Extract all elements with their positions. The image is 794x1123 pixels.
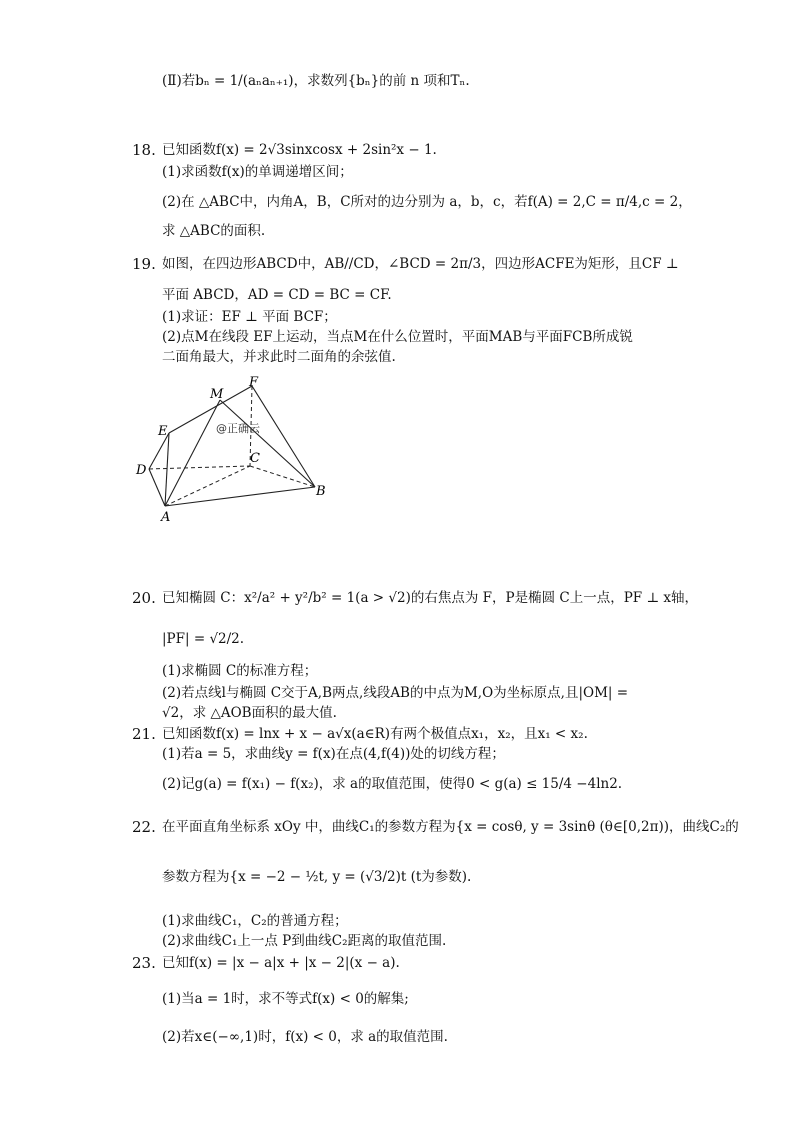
edge-DC (149, 466, 250, 469)
q22-stem-1: 在平面直角坐标系 xOy 中，曲线C₁的参数方程为{x = cosθ, y = 3sinθ (θ∈[0,2π))，曲线C₂的 (162, 819, 739, 835)
q19-number: 19. (132, 255, 156, 273)
q19-geometry-figure (130, 376, 340, 526)
q23-part2: (2)若x∈(−∞,1)时，f(x) < 0，求 a的取值范围. (162, 1029, 448, 1045)
label-M: M (210, 387, 224, 402)
q17-part2: (Ⅱ)若bₙ = 1/(aₙaₙ₊₁)，求数列{bₙ}的前 n 项和Tₙ. (162, 73, 470, 89)
q19-part2a: (2)点M在线段 EF上运动，当点M在什么位置时，平面MAB与平面FCB所成锐 (162, 329, 633, 345)
edge-EA (165, 433, 169, 506)
q20-stem-1: 已知椭圆 C：x²/a² + y²/b² = 1(a > √2)的右焦点为 F，P是椭圆 C上一点，PF ⊥ x轴， (162, 590, 699, 606)
q20-part1: (1)求椭圆 C的标准方程； (162, 663, 318, 679)
q18-part2b: 求 △ABC的面积. (162, 223, 266, 239)
q21-part1: (1)若a = 5，求曲线y = f(x)在点(4,f(4))处的切线方程； (162, 746, 505, 762)
q21-part2: (2)记g(a) = f(x₁) − f(x₂)，求 a的取值范围，使得0 < g(a) ≤ 15/4 −4ln2. (162, 776, 623, 792)
q20-part2b: √2，求 △AOB面积的最大值. (162, 705, 337, 721)
q19-stem-2: 平面 ABCD，AD = CD = BC = CF. (162, 287, 392, 303)
edge-FB (252, 386, 315, 487)
edge-DA (149, 469, 165, 506)
q18-number: 18. (132, 141, 156, 159)
q20-number: 20. (132, 589, 156, 607)
q21-stem: 已知函数f(x) = lnx + x − a√x(a∈R)有两个极值点x₁，x₂，且x₁ < x₂. (162, 726, 588, 742)
edge-AC (165, 466, 250, 506)
q20-part2a: (2)若点线l与椭圆 C交于A,B两点,线段AB的中点为M,O为坐标原点,且|OM| = (162, 685, 629, 701)
label-F: F (249, 376, 259, 390)
q22-number: 22. (132, 818, 156, 836)
label-E: E (158, 424, 168, 439)
label-D: D (136, 463, 147, 478)
q22-stem-2: 参数方程为{x = −2 − ½t, y = (√3/2)t (t为参数). (162, 869, 472, 885)
q22-part1: (1)求曲线C₁，C₂的普通方程； (162, 913, 348, 929)
q22-part2: (2)求曲线C₁上一点 P到曲线C₂距离的取值范围. (162, 933, 447, 949)
q18-stem: 已知函数f(x) = 2√3sinxcosx + 2sin²x − 1. (162, 142, 437, 158)
q23-stem: 已知f(x) = |x − a|x + |x − 2|(x − a). (162, 955, 400, 971)
q20-stem-2: |PF| = √2/2. (162, 631, 245, 647)
label-C: C (250, 451, 260, 466)
q19-part1: (1)求证：EF ⊥ 平面 BCF； (162, 309, 337, 325)
q21-number: 21. (132, 725, 156, 743)
q23-part1: (1)当a = 1时，求不等式f(x) < 0的解集; (162, 991, 409, 1007)
edge-MA (165, 400, 220, 506)
edge-CB (250, 466, 315, 487)
edge-MB (220, 400, 315, 487)
label-A: A (161, 510, 171, 525)
q18-part2a: (2)在 △ABC中，内角A，B，C所对的边分别为 a，b，c，若f(A) = 2,C = π/4,c = 2， (162, 194, 692, 210)
q19-part2b: 二面角最大，并求此时二面角的余弦值. (162, 349, 396, 365)
label-B: B (316, 484, 326, 499)
watermark: @正确云 (216, 422, 260, 435)
edge-AB (165, 487, 315, 506)
q18-part1: (1)求函数f(x)的单调递增区间； (162, 164, 353, 180)
q19-stem-1: 如图，在四边形ABCD中，AB//CD，∠BCD = 2π/3，四边形ACFE为矩形，且CF ⊥ (162, 256, 679, 272)
q23-number: 23. (132, 954, 156, 972)
